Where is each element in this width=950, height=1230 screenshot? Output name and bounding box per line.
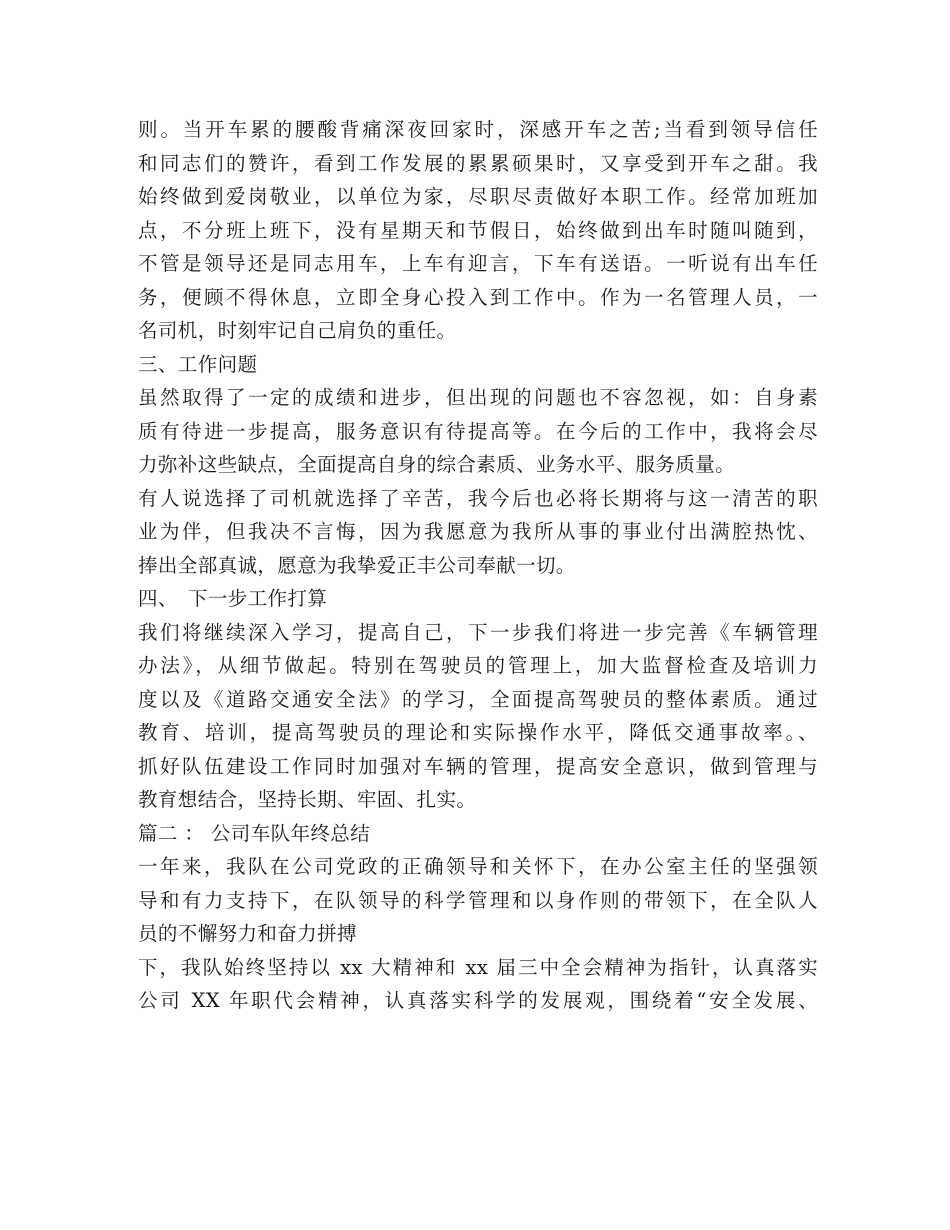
- text-line: 力弥补这些缺点，全面提高自身的综合素质、业务水平、服务质量。: [138, 453, 736, 476]
- text-line: 员的不懈努力和奋力拼搏: [138, 922, 357, 945]
- text-line: 导和有力支持下，在队领导的科学管理和以身作则的带领下，在全队人: [138, 888, 818, 912]
- text-line: 不管是领导还是同志用车，上车有迎言，下车有送语。一听说有出车任: [138, 252, 818, 275]
- text-line: 业为伴，但我决不言悔，因为我愿意为我所从事的事业付出满腔热忱、: [138, 520, 818, 543]
- text-line: 捧出全部真诚，愿意为我挚爱正丰公司奉献一切。: [138, 553, 576, 577]
- text-line: 下，我队始终坚持以 xx 大精神和 xx 届三中全会精神为指针，认真落实: [138, 955, 818, 979]
- text-line: 教育想结合，坚持长期、牢固、扎实。: [138, 788, 477, 811]
- text-line: 办法》，从细节做起。特别在驾驶员的管理上，加大监督检查及培训力: [138, 654, 818, 677]
- text-line: 点，不分班上班下，没有星期天和节假日，始终做到出车时随叫随到，: [138, 218, 818, 242]
- text-line: 度以及《道路交通安全法》的学习，全面提高驾驶员的整体素质。通过: [138, 687, 818, 711]
- text-line: 质有待进一步提高，服务意识有待提高等。在今后的工作中，我将会尽: [138, 419, 818, 443]
- text-line: 则。当开车累的腰酸背痛深夜回家时，深感开车之苦;当看到领导信任: [138, 118, 818, 141]
- section-heading: 四、 下一步工作打算: [138, 587, 328, 610]
- text-line: 公司 XX 年职代会精神，认真落实科学的发展观，围绕着“安全发展、: [138, 989, 818, 1012]
- chapter-heading: 篇二 ： 公司车队年终总结: [138, 821, 371, 845]
- text-line: 有人说选择了司机就选择了辛苦，我今后也必将长期将与这一清苦的职: [138, 486, 818, 510]
- text-line: 和同志们的赞许，看到工作发展的累累硕果时，又享受到开车之甜。我: [138, 151, 818, 175]
- text-line: 名司机，时刻牢记自己肩负的重任。: [138, 319, 457, 342]
- text-line: 虽然取得了一定的成绩和进步，但出现的问题也不容忽视，如：自身素: [138, 386, 818, 409]
- section-heading: 三、工作问题: [138, 352, 258, 376]
- document-body: [138, 113, 818, 1018]
- text-line: 教育、培训，提高驾驶员的理论和实际操作水平，降低交通事故率。、: [138, 721, 818, 744]
- text-line: 抓好队伍建设工作同时加强对车辆的管理，提高安全意识，做到管理与: [138, 754, 818, 778]
- text-line: 务，便顾不得休息，立即全身心投入到工作中。作为一名管理人员，一: [138, 285, 818, 309]
- text-line: 一年来，我队在公司党政的正确领导和关怀下，在办公室主任的坚强领: [138, 855, 818, 878]
- text-line: 始终做到爱岗敬业，以单位为家，尽职尽责做好本职工作。经常加班加: [138, 185, 818, 208]
- text-line: 我们将继续深入学习，提高自己，下一步我们将进一步完善《车辆管理: [138, 620, 818, 644]
